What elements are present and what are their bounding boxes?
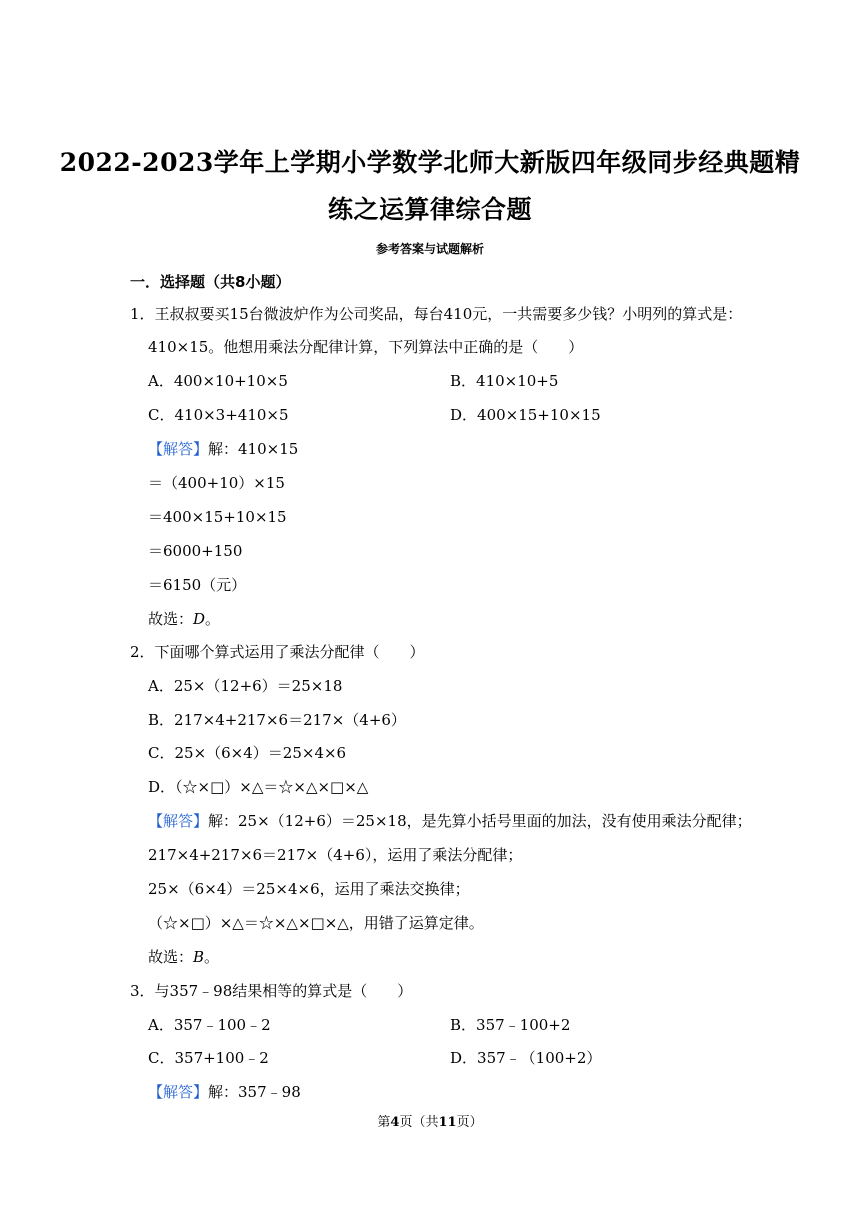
q2-answer-line-4: （☆×□）×△＝☆×△×□×△，用错了运算定律。: [148, 914, 484, 932]
q1-choice-end: 。: [205, 610, 221, 628]
q2-option-b: B．217×4+217×6＝217×（4+6）: [148, 711, 406, 729]
q1-choice: [148, 609, 220, 629]
q3-answer-text: 解：357﹣98: [208, 1083, 301, 1101]
footer-total-pages: 11: [438, 1115, 457, 1130]
q1-answer-text: 解：410×15: [208, 440, 299, 458]
footer-mid: 页（共: [399, 1115, 439, 1130]
subtitle: 参考答案与试题解析: [375, 242, 484, 256]
q1-answer-line: [148, 439, 298, 459]
answer-tag: 【解答】: [148, 812, 209, 830]
q1-step-2: ＝400×15+10×15: [148, 508, 287, 526]
q1-step-3: ＝6000+150: [148, 542, 243, 560]
q2-choice-letter: B: [193, 948, 205, 966]
q1-stem-line-2: 410×15。他想用乘法分配律计算，下列算法中正确的是（ ）: [148, 338, 584, 356]
q1-choice-label: 故选：: [148, 610, 194, 628]
answer-tag: 【解答】: [148, 1083, 209, 1101]
footer-prefix: 第: [377, 1115, 391, 1130]
q3-stem: 3．与357﹣98结果相等的算式是（ ）: [130, 982, 413, 1000]
q1-option-a: A．400×10+10×5: [148, 372, 288, 390]
section-heading: 一．选择题（共8小题）: [130, 273, 291, 291]
q2-answer-text: 解：25×（12+6）＝25×18，是先算小括号里面的加法，没有使用乘法分配律；: [208, 812, 752, 830]
q3-option-d: D．357﹣（100+2）: [450, 1049, 602, 1067]
page-footer: [0, 1111, 860, 1130]
q1-step-4: ＝6150（元）: [148, 576, 247, 594]
q3-option-b: B．357﹣100+2: [450, 1016, 571, 1034]
q2-option-c: C．25×（6×4）＝25×4×6: [148, 744, 347, 762]
answer-tag: 【解答】: [148, 440, 209, 458]
q2-answer-line: [148, 811, 752, 831]
q1-option-c: C．410×3+410×5: [148, 406, 289, 424]
footer-page-number: 4: [390, 1115, 400, 1130]
q3-answer-line: [148, 1082, 301, 1102]
q3-option-c: C．357+100﹣2: [148, 1049, 269, 1067]
q2-answer-line-2: 217×4+217×6＝217×（4+6），运用了乘法分配律；: [148, 846, 523, 864]
q2-option-a: A．25×（12+6）＝25×18: [148, 677, 343, 695]
q1-option-d: D．400×15+10×15: [450, 406, 601, 424]
q2-option-d: D．（☆×□）×△＝☆×△×□×△: [148, 778, 369, 796]
q2-choice-label: 故选：: [148, 948, 194, 966]
q3-option-a: A．357﹣100﹣2: [148, 1016, 271, 1034]
q2-choice: [148, 947, 219, 967]
q1-stem-line-1: 1．王叔叔要买15台微波炉作为公司奖品，每台410元，一共需要多少钱？小明列的算式是：: [130, 305, 743, 323]
q2-choice-end: 。: [204, 948, 220, 966]
q1-option-b: B．410×10+5: [450, 372, 559, 390]
title-line-2: 练之运算律综合题: [327, 195, 532, 224]
q1-step-1: ＝（400+10）×15: [148, 474, 285, 492]
q2-answer-line-3: 25×（6×4）＝25×4×6，运用了乘法交换律；: [148, 880, 470, 898]
q1-choice-letter: D: [193, 610, 206, 628]
title-line-1: 2022-2023学年上学期小学数学北师大新版四年级同步经典题精: [59, 148, 801, 177]
q2-stem: 2．下面哪个算式运用了乘法分配律（ ）: [130, 643, 425, 661]
footer-suffix: 页）: [456, 1115, 483, 1130]
